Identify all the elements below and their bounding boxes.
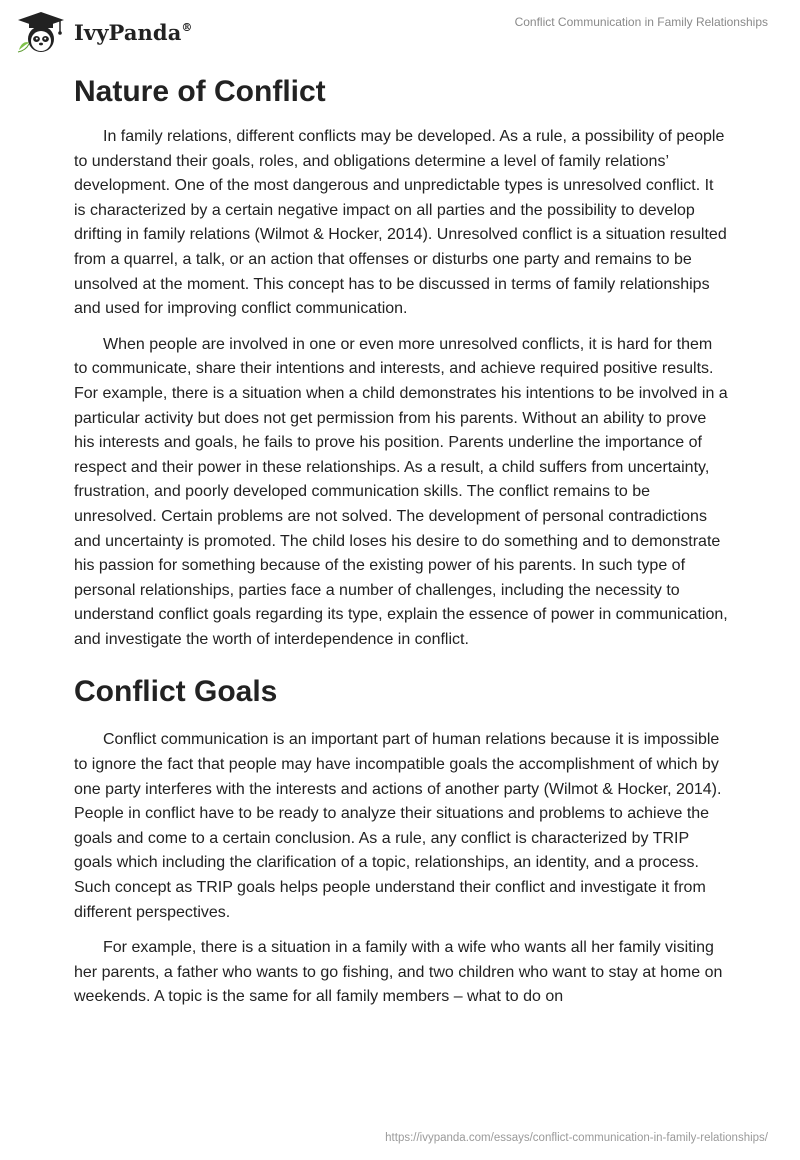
section-heading-conflict-goals: Conflict Goals <box>74 675 278 709</box>
ivypanda-logo[interactable] <box>14 8 193 56</box>
essay-content <box>74 72 729 1021</box>
registered-mark: ® <box>181 20 193 34</box>
source-url[interactable]: https://ivypanda.com/essays/conflict-communication-in-family-relationships/ <box>385 1132 768 1144</box>
document-title: Conflict Communication in Family Relationships <box>514 15 768 29</box>
panda-graduate-icon <box>14 10 68 54</box>
brand-name-text: IvyPanda <box>74 19 182 45</box>
paragraph: For example, there is a situation in a family with a wife who wants all her family visiting her parents, a father who wants to go fishing, and two children who want to stay at home on weekends. A topic is the same for all family members – what to do on <box>74 939 723 1006</box>
brand-name <box>74 20 193 45</box>
paragraph: When people are involved in one or even more unresolved conflicts, it is hard for them to communicate, share their intentions and interests, and achieve required positive results. For example, there is a situation when a child demonstrates his intentions to be involved in a particular activity but does not get permission from his parents. Without an ability to prove his interests and goals, he fails to prove his position. Parents underline the importance of respect and their power in these relationships. As a result, a child suffers from uncertainty, frustration, and poorly developed communication skills. The conflict remains to be unresolved. Certain problems are not solved. The development of personal contradictions and uncertainty is promoted. The child loses his desire to do something and to demonstrate his passion for something because of the existing power of his parents. In such type of personal relationships, parties face a number of challenges, including the necessity to understand conflict goals regarding its type, explain the essence of power in communication, and investigate the worth of interdependence in conflict. <box>74 335 728 648</box>
paragraph: Conflict communication is an important part of human relations because it is impossible to ignore the fact that people may have incompatible goals the accomplishment of which by one party interferes with the interests and actions of another party (Wilmot & Hocker, 2014). People in conflict have to be ready to analyze their situations and problems to achieve the goals and come to a certain conclusion. As a rule, any conflict is characterized by TRIP goals which including the clarification of a topic, relationships, an identity, and a process. Such concept as TRIP goals helps people understand their conflict and investigate it from different perspectives. <box>74 731 722 921</box>
page-header <box>0 0 800 64</box>
section-heading-nature-of-conflict: Nature of Conflict <box>74 75 326 108</box>
paragraph: In family relations, different conflicts may be developed. As a rule, a possibility of people to understand their goals, roles, and obligations determine a level of family relations’ development. One of the most dangerous and unpredictable types is unresolved conflict. It is characterized by a certain negative impact on all parties and the possibility to develop drifting in family relations (Wilmot & Hocker, 2014). Unresolved conflict is a situation resulted from a quarrel, a talk, or an action that offenses or disturbs one party and remains to be unsolved at the moment. This concept has to be discussed in terms of family relationships and used for improving conflict communication. <box>74 128 727 318</box>
